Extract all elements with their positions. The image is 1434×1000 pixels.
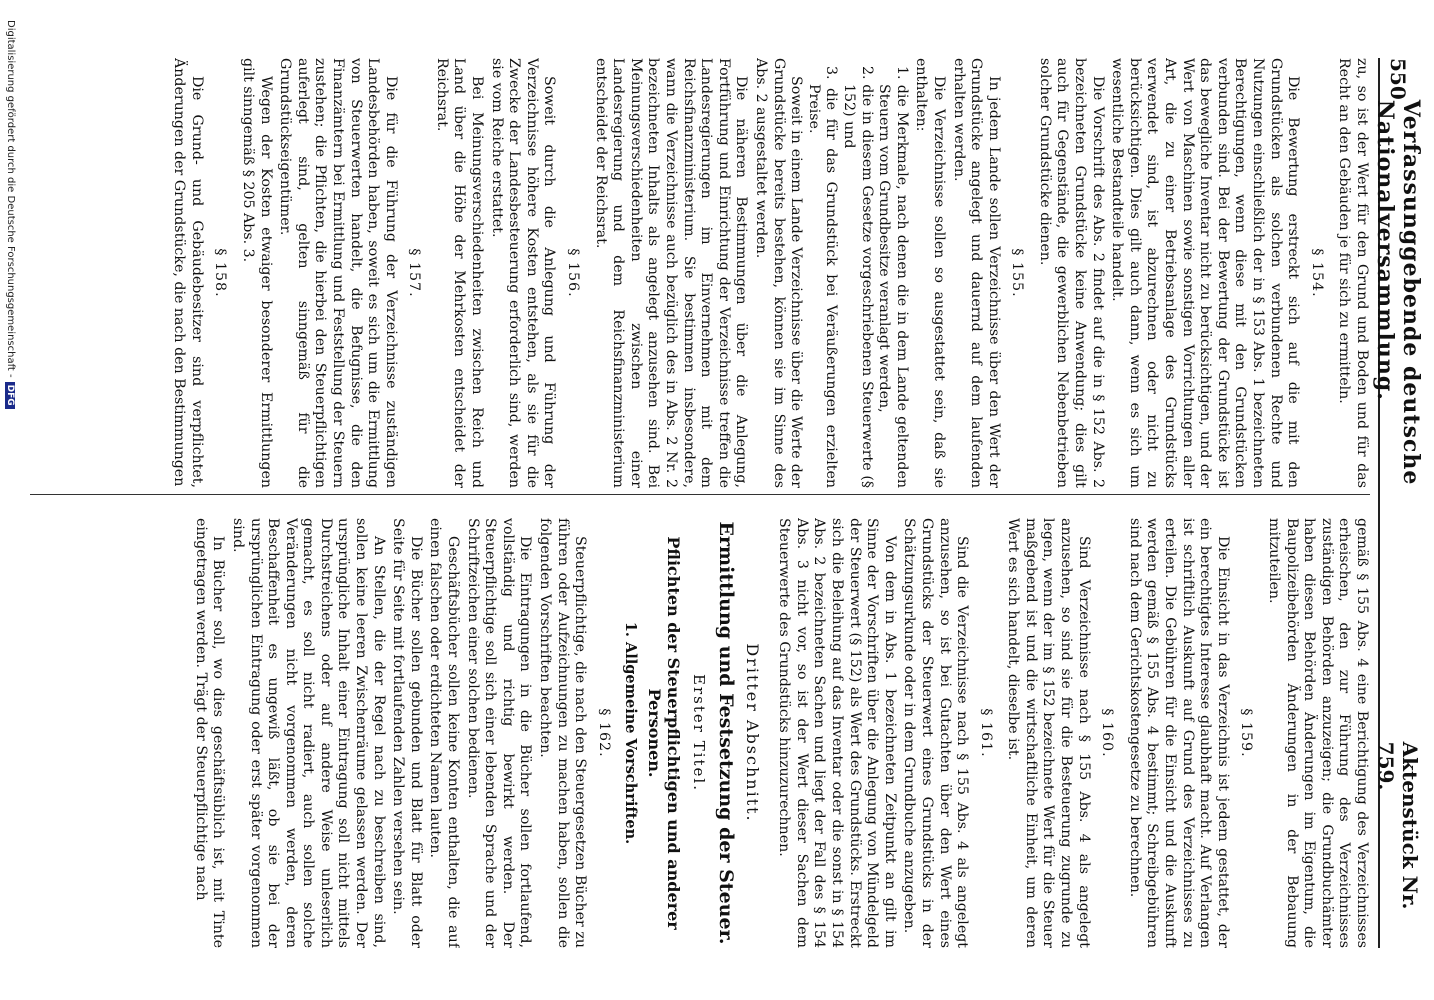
- section-title: § 156.: [565, 248, 582, 298]
- paragraph: Die Eintragungen in die Bücher sollen fortlaufend, vollständig und richtig bewirkt werden. Der Steuerpflichtige soll sich einer lebenden Sprache und der Schriftzeichen einer solchen bedienen.: [464, 518, 534, 948]
- paragraph: Bei Meinungsverschiedenheiten zwischen Reich und Land über die Höhe der Mehrkosten entscheidet der Reichsrat.: [433, 58, 486, 488]
- paragraph: Steuerpflichtige, die nach den Steuergesetzen Bücher zu führen oder Aufzeichnungen zu machen haben, sollen die folgenden Vorschriften beachten.: [537, 518, 589, 948]
- paragraph: zu, so ist der Wert für den Grund und Boden und für das Recht an den Gebäuden je für sich zu ermitteln.: [1336, 58, 1370, 488]
- list-item: 1. die Merkmale, nach denen die in dem Lande geltenden Steuern vom Grundbesitze veranlagt werden,: [876, 66, 910, 488]
- paragraph: Von dem in Abs. 1 bezeichneten Zeitpunkt an gilt im Sinne der Vorschriften über die Anlegung von Mündelgeld der Steuerwert (§ 152) als Wert des Grundstücks. Erstreckt sich die Beleihung auf das Inventar oder die sonst in § 154 Abs. 2 bezeichneten Sachen und liegt der Fall des § 154 Abs. 3 nicht vor, so ist der Wert dieser Sachen dem Steuerwerte des Grundstücks hinzuzurechnen.: [776, 518, 898, 948]
- paragraph: Die für die Führung der Verzeichnisse zuständigen Landesbehörden haben, soweit es sich um die Ermittlung von Steuerwerten handelt, die Befugnisse, die den Finanzämtern bei Ermittlung und Feststellung der Steuern zustehen; die Pflichten, die hierbei den Steuerpflichtigen auferlegt sind, gelten sinngemäß für die Grundstückseigentümer.: [277, 58, 399, 488]
- part-title: Dritter Abschnitt.: [742, 643, 762, 823]
- paragraph: Wegen der Kosten etwaiger besonderer Ermittlungen gilt sinngemäß § 205 Abs. 3.: [239, 58, 274, 488]
- sub-heading: 1. Allgemeine Vorschriften.: [622, 621, 640, 845]
- title-label: Erster Titel.: [690, 674, 708, 792]
- paragraph: Sind Verzeichnisse nach § 155 Abs. 4 als angelegt anzusehen, so sind sie für die Besteuerung zugrunde zu legen, wenn der im § 152 bezeichnete Wert für die Steuer maßgebend ist und die wirtschaftliche Einheit, um deren Wert es sich handelt, dieselbe ist.: [1005, 518, 1092, 948]
- document-title: Verfassunggebende deutsche Nationalversammlung.: [1372, 99, 1424, 486]
- list-item: 2. die in diesem Gesetze vorgeschriebenen Steuerwerte (§ 152) und: [840, 66, 875, 488]
- title-heading: Pflichten der Steuerpflichtigen und anderer Personen.: [645, 536, 684, 930]
- section-title: § 155.: [1009, 248, 1026, 298]
- paragraph: An Stellen, die der Regel nach zu beschreiben sind, sollen keine leeren Zwischenräume gelassen werden. Der ursprüngliche Inhalt einer Eintragung soll nicht mittels Durchstreichens oder auf andere Weise unleserlich gemacht, es soll nicht radiert, auch sollen solche Veränderungen nicht vorgenommen werden, deren Beschaffenheit es ungewiß läßt, ob sie bei der ursprünglichen Eintragung oder erst später vorgenommen sind.: [229, 518, 387, 948]
- section-title: § 154.: [1308, 248, 1325, 298]
- page-header: [1372, 58, 1424, 948]
- digitization-note: [5, 20, 16, 980]
- column-divider: [30, 494, 1370, 495]
- page-number: 550: [1386, 58, 1410, 100]
- paragraph: Die Verzeichnisse sollen so ausgestattet sein, daß sie enthalten:: [913, 58, 947, 488]
- section-title: § 161.: [977, 708, 994, 758]
- list-item: 3. die für das Grundstück bei Veräußerungen erzielten Preise.: [805, 66, 840, 488]
- section-title: § 157.: [406, 248, 423, 298]
- dfg-logo: DFG: [5, 382, 15, 409]
- document-number: Aktenstück Nr. 759.: [1374, 741, 1422, 910]
- paragraph: In Bücher soll, wo dies geschäftsüblich ist, mit Tinte eingetragen werden. Trägt der Steuerpflichtige nach: [192, 518, 227, 948]
- section-title: § 160.: [1099, 708, 1116, 758]
- paragraph: Die Grund- und Gebäudebesitzer sind verpflichtet, Änderungen der Grundstücke, die nach den Bestimmungen: [171, 58, 205, 488]
- paragraph: Die näheren Bestimmungen über die Anlegung, Fortführung und Einrichtung der Verzeichnisse treffen die Landesregierungen im Einvernehmen mit dem Reichsfinanzministerium. Sie bestimmen insbesondere, wann die Verzeichnisse auch bezüglich des in Abs. 2 Nr. 2 bezeichneten Inhalts als angelegt anzusehen sind. Bei Meinungsverschiedenheiten zwischen einer Landesregierung und dem Reichsfinanzministerium entscheidet der Reichsrat.: [592, 58, 750, 488]
- paragraph: Die Vorschrift des Abs. 2 findet auf die in § 152 Abs. 2 bezeichneten Grundstücke keine Anwendung; dies gilt auch für Gegenstände, die gewerblichen Nebenbetrieben solcher Grundstücke dienen.: [1036, 58, 1106, 488]
- left-column: [30, 58, 1370, 488]
- part-heading: Ermittlung und Festsetzung der Steuer.: [715, 521, 737, 945]
- section-title: § 162.: [595, 708, 612, 758]
- right-column: [30, 518, 1370, 948]
- digitization-text: Digitalisierung gefördert durch die Deutsche Forschungsgemeinschaft -: [5, 20, 16, 378]
- paragraph: Die Bewertung erstreckt sich auf die mit den Grundstücken als solchen verbundenen Rechte und Nutzungen einschließlich der in § 153 Abs. 1 bezeichneten Berechtigungen, wenn diese mit den Grundstücken verbunden sind. Bei der Bewertung der Grundstücke ist das bewegliche Inventar nicht zu berücksichtigen, und der Wert von Maschinen sowie sonstigen Vorrichtungen aller Art, die zu einer Betriebsanlage des Grundstücks verwendet sind, ist abzurechnen oder nicht zu berücksichtigen. Dies gilt auch dann, wenn es sich um wesentliche Bestandteile handelt.: [1109, 58, 1302, 488]
- paragraph: In jedem Lande sollen Verzeichnisse über den Wert der Grundstücke angelegt und dauernd auf dem laufenden erhalten werden.: [950, 58, 1002, 488]
- paragraph: Die Einsicht in das Verzeichnis ist jedem gestattet, der ein berechtigtes Interesse glaubhaft macht. Auf Verlangen ist schriftlich Auskunft auf Grund des Verzeichnisses zu erteilen. Die Gebühren für die Einsicht und die Auskunft werden gemäß § 155 Abs. 4 bestimmt; Schreibgebühren sind nach dem Gerichtskostengesetze zu berechnen.: [1126, 518, 1231, 948]
- section-title: § 159.: [1238, 708, 1255, 758]
- paragraph: gemäß § 155 Abs. 4 eine Berichtigung des Verzeichnisses erheischen, den zur Führung des Verzeichnisses zuständigen Behörden anzuzeigen; die Grundbuchämter haben diesen Behörden Änderungen im Eigentum, die Baupolizeibehörden Änderungen in der Bebauung mitzuteilen.: [1266, 518, 1370, 948]
- paragraph: Sind die Verzeichnisse nach § 155 Abs. 4 als angelegt anzusehen, so ist bei Gutachten über den Wert eines Grundstücks der Steuerwert eines Grundstücks in der Schätzungsurkunde oder in dem Grundbuche anzugeben.: [901, 518, 971, 948]
- paragraph: Geschäftsbücher sollen keine Konten enthalten, die auf einen falschen oder erdichteten Namen lauten.: [427, 518, 462, 948]
- paragraph: Soweit durch die Anlegung und Führung der Verzeichnisse höhere Kosten entstehen, als sie für die Zwecke der Landesbesteuerung erforderlich sind, werden sie vom Reiche erstattet.: [488, 58, 558, 488]
- paragraph: Soweit in einem Lande Verzeichnisse über die Werte der Grundstücke bereits bestehen, können sie im Sinne des Abs. 2 ausgestaltet werden.: [753, 58, 805, 488]
- section-title: § 158.: [212, 248, 229, 298]
- paragraph: Die Bücher sollen gebunden und Blatt für Blatt oder Seite für Seite mit fortlaufenden Zahlen versehen sein.: [390, 518, 424, 948]
